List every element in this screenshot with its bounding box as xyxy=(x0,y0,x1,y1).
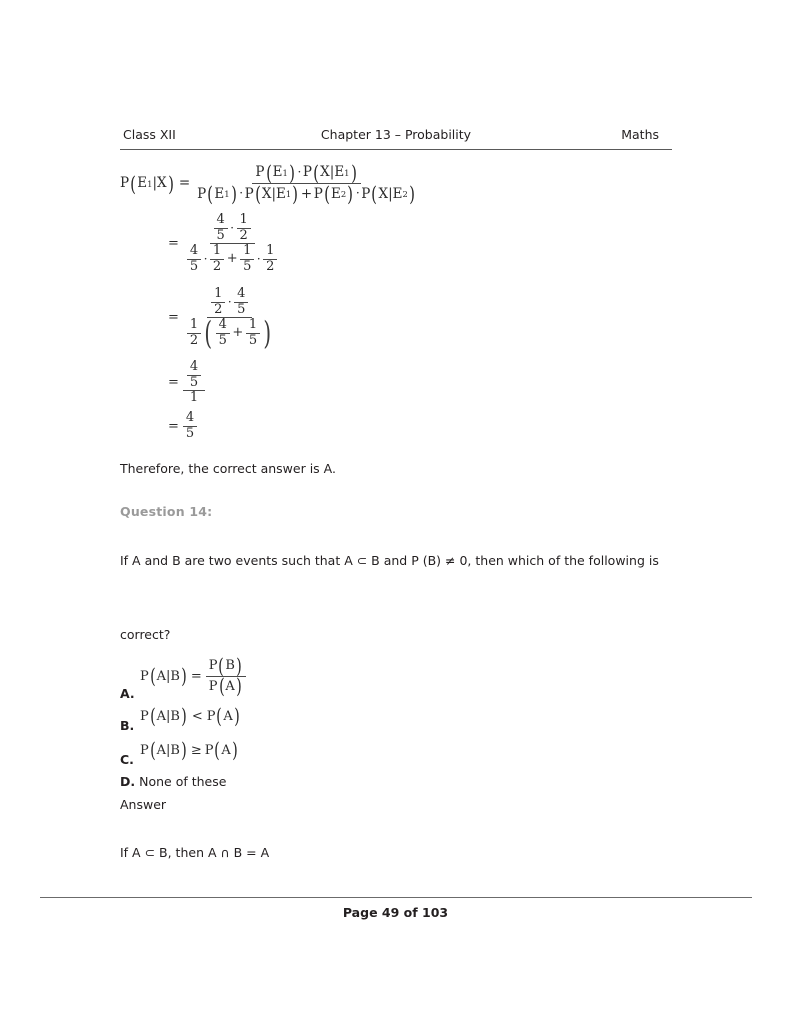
s1-d3-num: 1 xyxy=(240,244,254,260)
s1-d2-den: 2 xyxy=(212,258,222,274)
s2-n2-num: 4 xyxy=(234,287,248,303)
step1-fraction xyxy=(183,213,281,274)
question-text-line-1: If A and B are two events such that A ⊂ B and P (B) ≠ 0, then which of the following is xyxy=(120,553,659,568)
s2-d2-num: 4 xyxy=(216,318,230,334)
optA-lhs-bar: | xyxy=(166,669,171,685)
lhs-e: E xyxy=(137,174,148,191)
s1-n1-den: 5 xyxy=(216,227,225,243)
lhs-p: P xyxy=(120,174,130,191)
optC-lhs-p: P xyxy=(140,743,149,759)
s2-n1-num: 1 xyxy=(211,287,225,303)
step2-denominator: $\frac{1}{2}$ ( $\frac{4}{5}$ + $\frac{1}{5}$ ) xyxy=(183,318,277,348)
header-chapter-title: Chapter 13 – Probability xyxy=(320,127,472,142)
step1-denominator: $\frac{4}{5}$ · $\frac{1}{2}$ + $\frac{1}{5}$ · $\frac{1}{2}$ xyxy=(183,244,281,274)
step3-denominator: 1 xyxy=(189,390,199,406)
s1-d1-den: 5 xyxy=(189,258,199,274)
header-class-label: Class XII xyxy=(123,127,176,142)
option-c-label[interactable]: C. xyxy=(120,752,134,767)
s1-n2-den: 2 xyxy=(239,227,248,243)
optC-lhs-b: B xyxy=(170,743,180,759)
s1-n1-num: 4 xyxy=(214,213,228,229)
page-number-label: Page 49 of 103 xyxy=(342,905,449,920)
optA-fraction xyxy=(206,654,246,699)
s1-d3-den: 5 xyxy=(243,258,252,274)
bayes-formula xyxy=(120,161,420,207)
step4-fraction xyxy=(183,411,197,441)
footer-divider xyxy=(40,897,752,898)
optA-numerator: P ( B ) xyxy=(206,657,246,677)
optA-denominator: P ( A ) xyxy=(208,674,242,699)
step4-denominator: 5 xyxy=(185,425,195,441)
s2-d3-num: 1 xyxy=(246,318,260,334)
optA-relation: = xyxy=(190,669,202,685)
bayes-lhs: P ( E 1 | X ) xyxy=(120,171,174,196)
s2-d3-den: 5 xyxy=(248,332,258,348)
optB-lhs-a: A xyxy=(156,709,166,725)
step2-fraction xyxy=(183,286,277,352)
optC-rhs-arg: A xyxy=(221,743,231,759)
optA-num-arg: B xyxy=(225,658,235,674)
s1-d2-num: 1 xyxy=(210,244,224,260)
optA-lhs-p: P xyxy=(140,669,149,685)
solution-step-2: = $\frac{1}{2}$ · $\frac{4}{5}$ $\frac{1}{2}$ ( $\frac{4}{5}$ + $\frac{1}{5}$ ) xyxy=(168,287,278,348)
solution-step-1: = $\frac{4}{5}$ · $\frac{1}{2}$ $\frac{4}{5}$ · $\frac{1}{2}$ + $\frac{1}{5}$ · $\frac{1}{2}$ xyxy=(168,213,282,274)
question-heading: Question 14: xyxy=(120,504,213,519)
lhs-bar: | xyxy=(152,174,158,191)
optA-num-p: P xyxy=(208,658,218,674)
optB-lhs-b: B xyxy=(170,709,180,725)
right-paren: ) xyxy=(263,313,272,352)
option-b-label[interactable]: B. xyxy=(120,718,135,733)
solution-step-3: = $\frac{\frac{4}{5}}{1}$ xyxy=(168,360,206,406)
s1-d4-den: 2 xyxy=(266,258,275,274)
header-subject-label: Maths xyxy=(621,127,659,142)
s3-n-num: 4 xyxy=(187,360,201,376)
optB-rhs-p: P xyxy=(206,709,216,725)
optB-lhs-bar: | xyxy=(166,709,171,725)
left-paren: ( xyxy=(204,313,213,352)
option-d-row[interactable] xyxy=(120,774,226,789)
option-a-label[interactable]: A. xyxy=(120,686,135,701)
s2-n1-den: 2 xyxy=(214,301,223,317)
answer-line-1: If A ⊂ B, then A ∩ B = A xyxy=(120,845,270,860)
optA-lhs-a: A xyxy=(156,669,166,685)
step1-numerator: $\frac{4}{5}$ · $\frac{1}{2}$ xyxy=(210,213,255,244)
s1-d4-num: 1 xyxy=(263,244,277,260)
optC-rhs-p: P xyxy=(204,743,214,759)
s2-n2-den: 5 xyxy=(237,301,246,317)
step3-numerator xyxy=(183,360,205,391)
s1-d1-num: 4 xyxy=(187,244,201,260)
s1-n2-num: 1 xyxy=(237,213,251,229)
optB-rhs-arg: A xyxy=(223,709,233,725)
optC-relation: ≥ xyxy=(190,743,202,759)
optA-den-arg: A xyxy=(225,678,235,694)
lhs-x: X xyxy=(157,174,167,191)
question-text-line-2: correct? xyxy=(120,627,171,642)
optC-lhs-a: A xyxy=(156,743,166,759)
step3-fraction xyxy=(183,360,205,406)
step2-numerator: $\frac{1}{2}$ · $\frac{4}{5}$ xyxy=(207,287,252,318)
bayes-denominator: P ( E 1 ) · P ( X|E 1 ) + P ( E 2 ) · P ( X|E 2 ) xyxy=(197,182,415,207)
bayes-numerator: P ( E 1 ) · P ( X|E 1 ) xyxy=(252,163,360,184)
step4-numerator: 4 xyxy=(183,411,197,427)
option-d-label: D. xyxy=(120,774,136,789)
optC-lhs-bar: | xyxy=(166,743,171,759)
s3-n-den: 5 xyxy=(189,374,199,390)
optA-lhs-b: B xyxy=(170,669,180,685)
option-c-expression: P ( A | B ) ≥ P ( A ) xyxy=(140,738,238,762)
s2-d1-den: 2 xyxy=(189,332,199,348)
equals-sign: = xyxy=(178,174,191,191)
option-a-expression: P ( A | B ) = P ( B ) P ( A ) xyxy=(140,657,247,697)
option-d-text: None of these xyxy=(139,774,227,789)
bayes-fraction xyxy=(194,161,419,207)
solution-conclusion: Therefore, the correct answer is A. xyxy=(120,461,336,476)
s2-d2-den: 5 xyxy=(218,332,227,348)
answer-heading: Answer xyxy=(120,797,167,812)
solution-step-4: = $\frac{4}{5}$ xyxy=(168,411,198,441)
option-b-expression: P ( A | B ) < P ( A ) xyxy=(140,704,240,728)
optB-relation: < xyxy=(191,709,203,725)
optA-den-p: P xyxy=(208,678,218,694)
running-header xyxy=(120,127,672,150)
optB-lhs-p: P xyxy=(140,709,149,725)
s2-d1-num: 1 xyxy=(187,318,201,334)
